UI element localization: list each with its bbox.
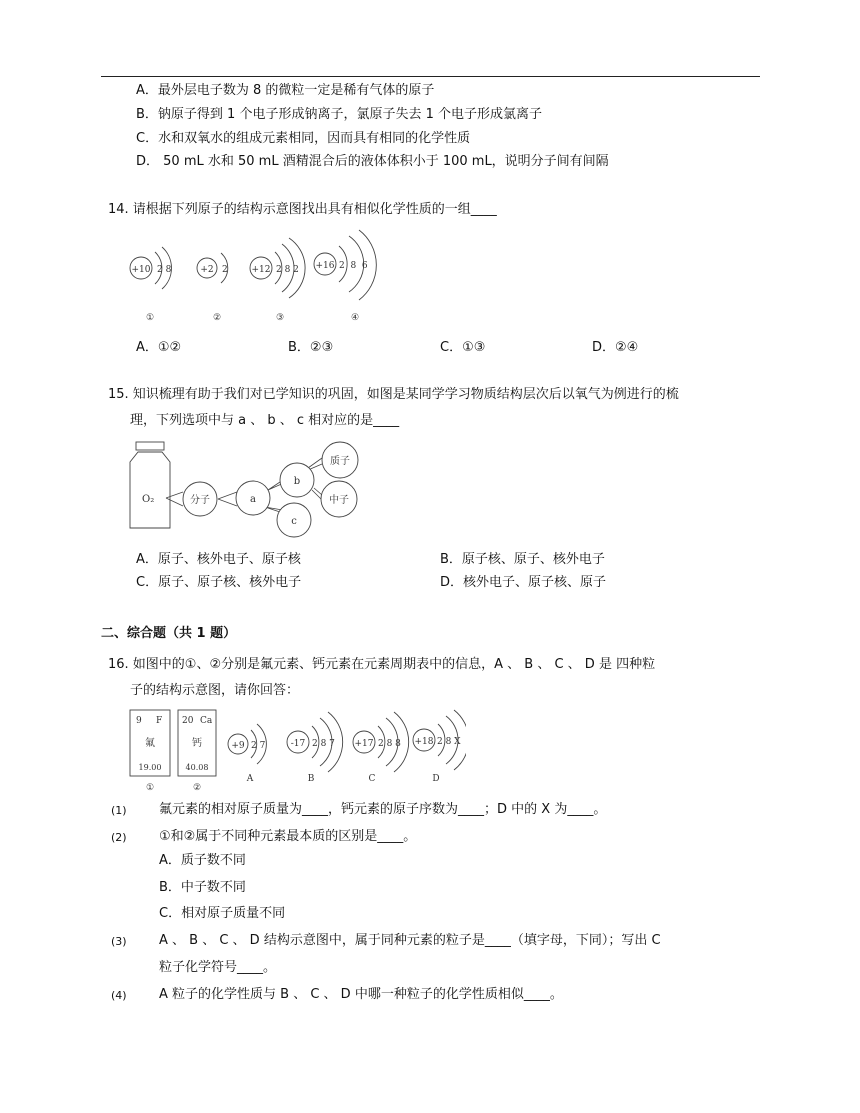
svg-text:a: a: [250, 494, 256, 505]
svg-text:Ca: Ca: [200, 716, 213, 726]
svg-text:①: ①: [145, 313, 155, 323]
q16-sub1-number: (1): [111, 804, 127, 817]
svg-text:+2: +2: [200, 265, 214, 275]
svg-text:2: 2: [222, 265, 228, 275]
svg-text:+9: +9: [231, 741, 245, 751]
svg-text:氟: 氟: [145, 738, 155, 749]
q15-option-c: C．原子、原子核、核外电子: [136, 575, 302, 590]
svg-text:④: ④: [350, 313, 360, 323]
q16-sub3-line1: A 、 B 、 C 、 D 结构示意图中，属于同种元素的粒子是____（填字母，下同）；写出 C: [159, 933, 661, 948]
element-card-calcium: [178, 710, 216, 793]
q16-sub2-option-a: A．质子数不同: [159, 853, 246, 868]
element-card-fluorine: [130, 710, 170, 793]
svg-text:②: ②: [212, 313, 222, 323]
q16-sub1-text: 氟元素的相对原子质量为____，钙元素的原子序数为____；D 中的 X 为____。: [159, 802, 607, 817]
svg-text:2 8 X: 2 8 X: [437, 737, 461, 747]
svg-text:+18: +18: [414, 737, 434, 747]
svg-text:+12: +12: [251, 265, 271, 275]
q14-atom-3: [250, 238, 305, 323]
svg-text:+10: +10: [131, 265, 151, 275]
section-title: 二、综合题（共 1 题）: [101, 626, 237, 641]
q14-atom-2: [197, 253, 228, 323]
svg-text:2 8: 2 8: [157, 265, 172, 275]
q16-sub3-line2: 粒子化学符号____。: [159, 960, 277, 975]
svg-text:C: C: [368, 774, 376, 784]
q16-sub3-number: (3): [111, 935, 127, 948]
q13-option-d: D． 50 mL 水和 50 mL 酒精混合后的液体体积小于 100 mL，说明分子间有间隔: [136, 154, 609, 169]
svg-text:F: F: [156, 716, 163, 726]
svg-text:19.00: 19.00: [138, 763, 162, 772]
q16-sub2-option-b: B．中子数不同: [159, 880, 246, 895]
q14-atom-4: [314, 230, 376, 323]
svg-text:D: D: [432, 774, 440, 784]
q16-sub4-text: A 粒子的化学性质与 B 、 C 、 D 中哪一种粒子的化学性质相似____。: [159, 987, 563, 1002]
svg-text:c: c: [291, 516, 297, 527]
q14-atom-1: [130, 247, 172, 323]
svg-text:2 8 7: 2 8 7: [312, 739, 335, 749]
svg-text:2 7: 2 7: [251, 741, 266, 751]
svg-text:②: ②: [192, 783, 202, 793]
q14-option-d: D．②④: [592, 340, 639, 355]
oxygen-bottle: [130, 442, 170, 528]
q15-option-b: B．原子核、原子、核外电子: [440, 552, 605, 567]
q14-option-a: A．①②: [136, 340, 182, 355]
q15-structure-diagram: [126, 440, 376, 540]
svg-text:2 8 6: 2 8 6: [339, 261, 368, 271]
svg-text:钙: 钙: [192, 738, 202, 749]
q16-stem-line2: 子的结构示意图，请你回答：: [130, 683, 300, 698]
svg-text:20: 20: [182, 716, 194, 726]
svg-text:A: A: [246, 774, 254, 784]
svg-text:质子: 质子: [330, 456, 350, 467]
svg-text:O₂: O₂: [142, 494, 155, 505]
svg-text:分子: 分子: [190, 495, 210, 506]
q16-stem-line1: 16. 如图中的①、②分别是氟元素、钙元素在元素周期表中的信息，A 、 B 、 C 、 D 是 四种粒: [108, 657, 656, 672]
q15-option-d: D．核外电子、原子核、原子: [440, 575, 607, 590]
svg-text:①: ①: [145, 783, 155, 793]
svg-text:中子: 中子: [329, 495, 349, 506]
svg-text:9: 9: [136, 716, 142, 726]
svg-text:+17: +17: [354, 739, 374, 749]
q14-option-c: C．①③: [440, 340, 486, 355]
q13-option-c: C．水和双氧水的组成元素相同，因而具有相同的化学性质: [136, 131, 471, 146]
q15-stem-line2: 理，下列选项中与 a 、 b 、 c 相对应的是____: [130, 413, 400, 428]
q14-option-b: B．②③: [288, 340, 334, 355]
q13-option-b: B．钠原子得到 1 个电子形成钠离子，氯原子失去 1 个电子形成氯离子: [136, 107, 542, 122]
svg-text:b: b: [293, 476, 301, 487]
q14-atom-diagrams: [125, 228, 385, 328]
svg-text:40.08: 40.08: [185, 763, 209, 772]
svg-text:-17: -17: [290, 739, 306, 749]
q16-sub4-number: (4): [111, 989, 127, 1002]
q13-option-a: A．最外层电子数为 8 的微粒一定是稀有气体的原子: [136, 83, 435, 98]
q16-sub2-option-c: C．相对原子质量不同: [159, 906, 286, 921]
svg-text:B: B: [307, 774, 315, 784]
particle-c: [353, 712, 409, 784]
q16-sub2-text: ①和②属于不同种元素最本质的区别是____。: [159, 829, 417, 844]
q15-stem-line1: 15. 知识梳理有助于我们对已学知识的巩固，如图是某同学学习物质结构层次后以氧气为例进行的梳: [108, 387, 679, 402]
svg-text:2 8 8: 2 8 8: [378, 739, 401, 749]
q16-diagrams: [126, 706, 466, 796]
particle-d: [413, 710, 466, 784]
particle-a: [228, 724, 266, 784]
q16-sub2-number: (2): [111, 831, 127, 844]
q15-option-a: A．原子、核外电子、原子核: [136, 552, 301, 567]
q14-stem: 14. 请根据下列原子的结构示意图找出具有相似化学性质的一组____: [108, 202, 497, 217]
svg-text:+16: +16: [315, 261, 335, 271]
top-rule: [101, 76, 760, 77]
particle-b: [287, 712, 343, 784]
svg-text:2 8 2: 2 8 2: [276, 265, 299, 275]
svg-text:③: ③: [275, 313, 285, 323]
